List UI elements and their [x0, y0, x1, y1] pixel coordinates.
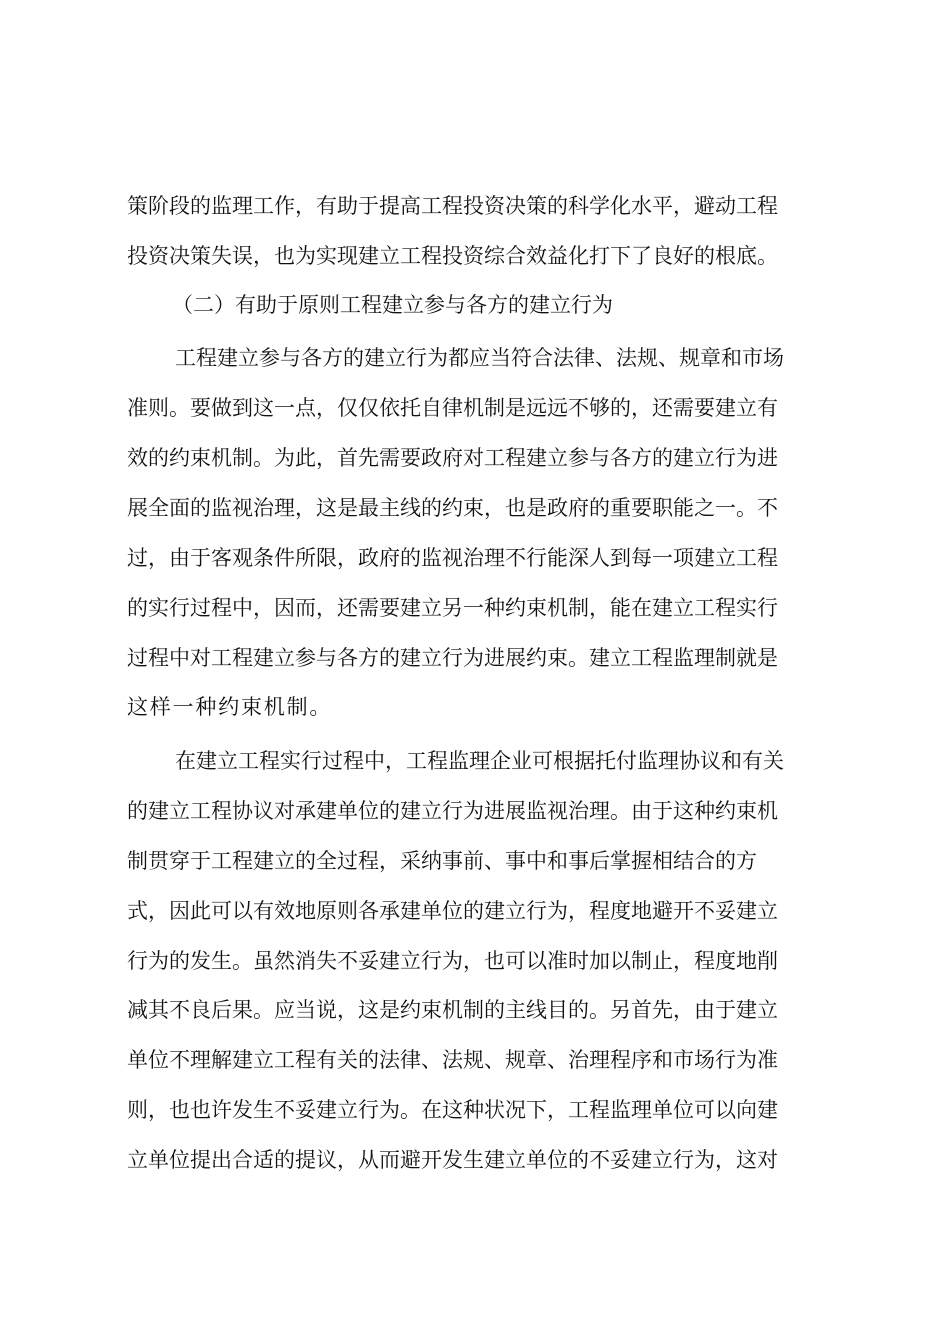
- section-heading: （二）有助于原则工程建立参与各方的建立行为: [172, 293, 613, 317]
- paragraph-line: 的实行过程中，因而，还需要建立另一种约束机制，能在建立工程实行: [127, 596, 778, 620]
- paragraph-line: 减其不良后果。应当说，这是约束机制的主线目的。另首先，由于建立: [127, 998, 778, 1022]
- paragraph-line: 投资决策失误，也为实现建立工程投资综合效益化打下了良好的根底。: [127, 244, 778, 268]
- paragraph-line: 则，也也许发生不妥建立行为。在这种状况下，工程监理单位可以向建: [127, 1098, 778, 1122]
- paragraph-line: 过，由于客观条件所限，政府的监视治理不行能深人到每一项建立工程: [127, 546, 778, 570]
- paragraph-line: 在建立工程实行过程中，工程监理企业可根据托付监理协议和有关: [175, 749, 784, 773]
- paragraph-line: 准则。要做到这一点，仅仅依托自律机制是远远不够的，还需要建立有: [127, 396, 778, 420]
- paragraph-line: 展全面的监视治理，这是最主线的约束，也是政府的重要职能之一。不: [127, 496, 778, 520]
- paragraph-line: 工程建立参与各方的建立行为都应当符合法律、法规、规章和市场: [175, 346, 784, 370]
- paragraph-line: 的建立工程协议对承建单位的建立行为进展监视治理。由于这种约束机: [127, 799, 778, 823]
- paragraph-line: 效的约束机制。为此，首先需要政府对工程建立参与各方的建立行为进: [127, 446, 778, 470]
- paragraph-line: 单位不理解建立工程有关的法律、法规、规章、治理程序和市场行为准: [127, 1048, 778, 1072]
- paragraph-line: 这样一种约束机制。: [127, 695, 333, 719]
- paragraph-line: 制贯穿于工程建立的全过程，采纳事前、事中和事后掌握相结合的方: [127, 849, 757, 873]
- paragraph-line: 立单位提出合适的提议，从而避开发生建立单位的不妥建立行为，这对: [127, 1148, 778, 1172]
- paragraph-line: 过程中对工程建立参与各方的建立行为进展约束。建立工程监理制就是: [127, 646, 778, 670]
- paragraph-line: 策阶段的监理工作，有助于提高工程投资决策的科学化水平，避动工程: [127, 194, 778, 218]
- paragraph-line: 式，因此可以有效地原则各承建单位的建立行为，程度地避开不妥建立: [127, 899, 778, 923]
- paragraph-line: 行为的发生。虽然消失不妥建立行为，也可以准时加以制止，程度地削: [127, 949, 778, 973]
